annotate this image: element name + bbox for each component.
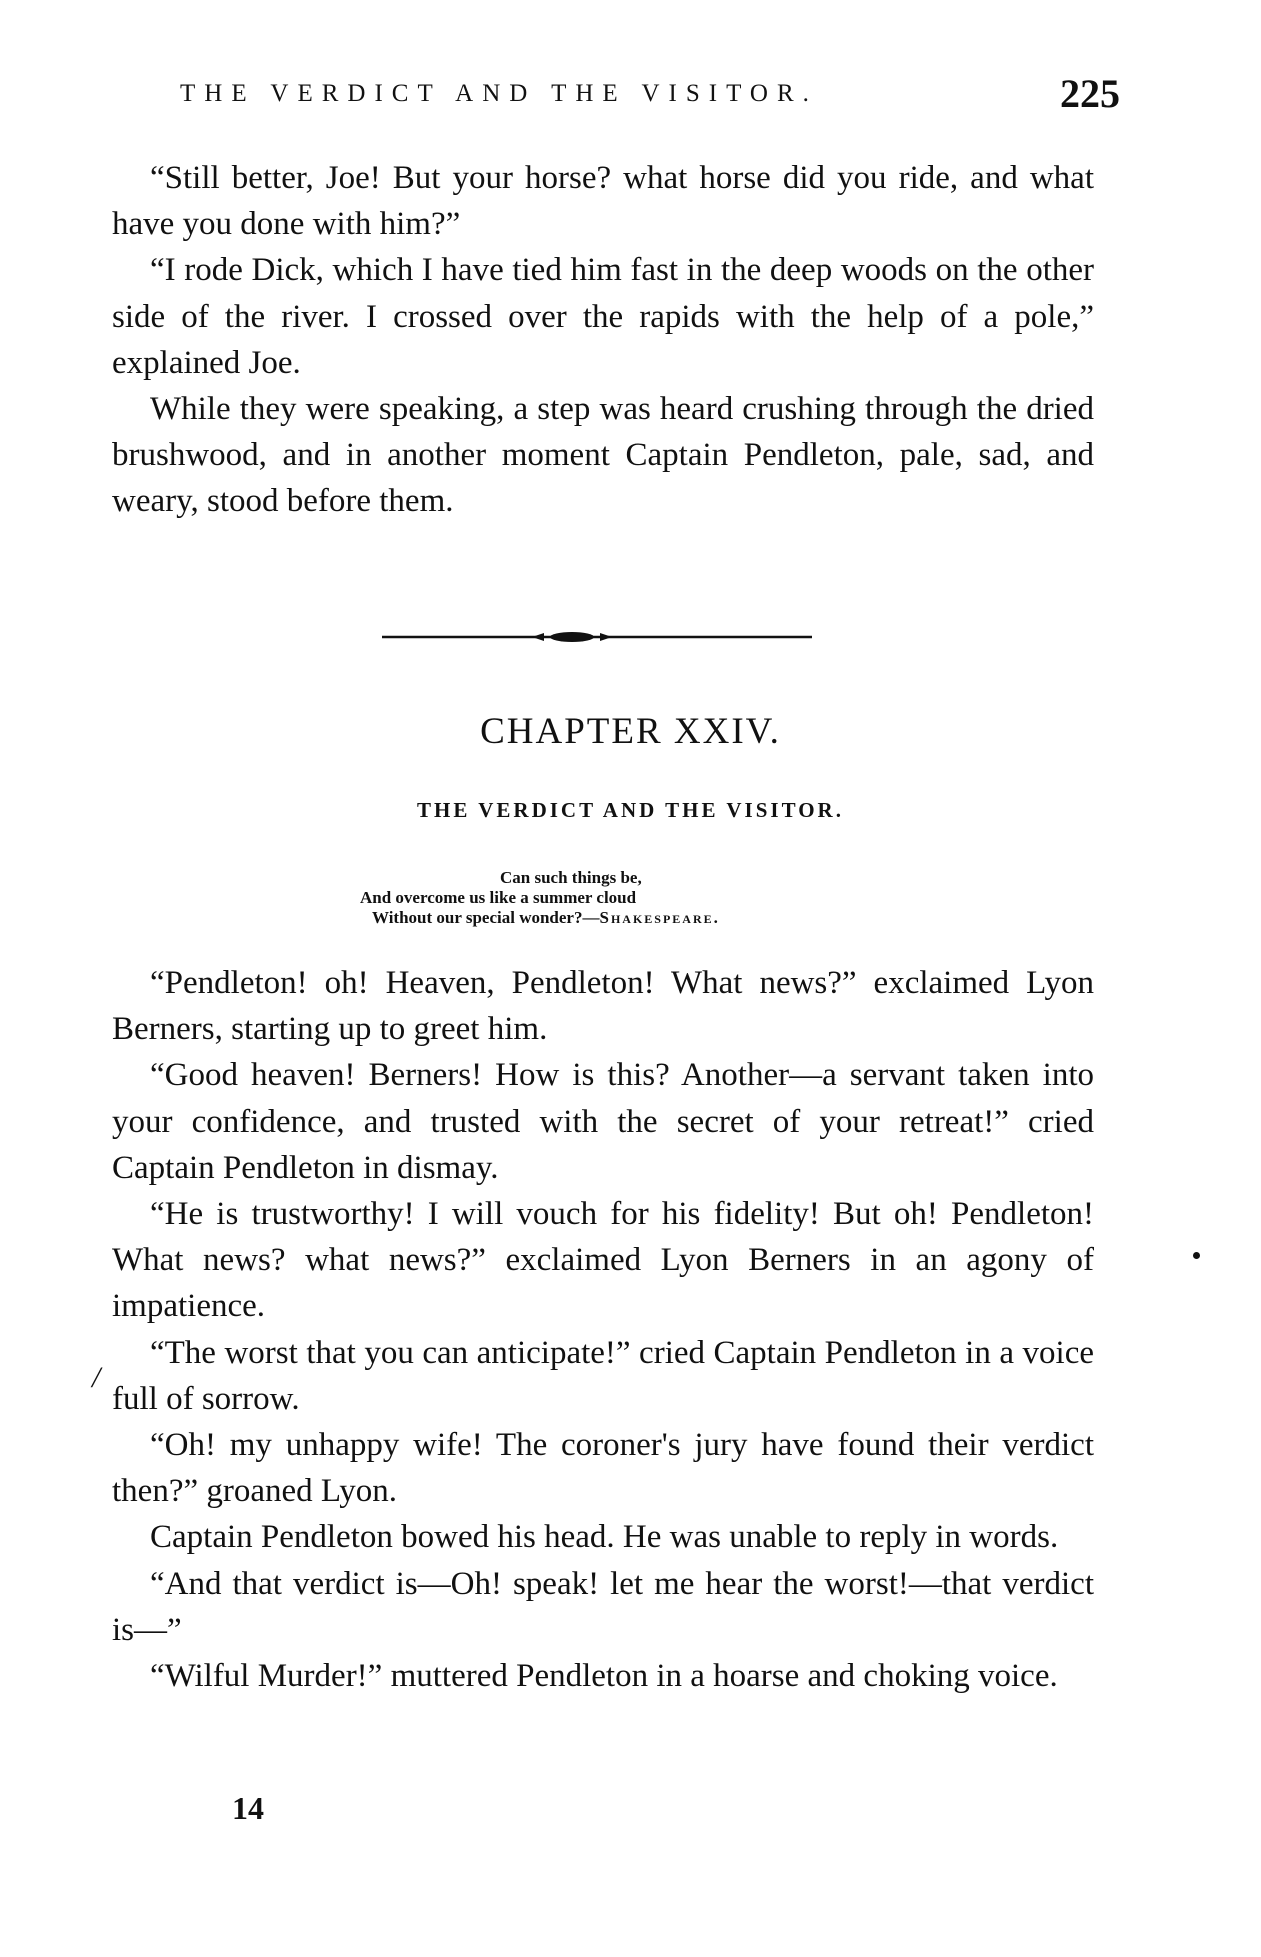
page-number: 225	[1060, 71, 1120, 116]
chapter-heading: CHAPTER XXIV.	[480, 711, 781, 752]
epigraph-line-text: Without our special wonder?—	[372, 908, 600, 927]
paragraph: “I rode Dick, which I have tied him fast in the deep woods on the other side of the river. I crossed over the rapids with the help of a pole,” explained Joe.	[112, 252, 1094, 381]
paragraph: “He is trustworthy! I will vouch for his fidelity! But oh! Pendleton! What news? what news?” exclaimed Lyon Berners in an agony of impatience.	[112, 1196, 1094, 1325]
paragraph: While they were speaking, a step was heard crushing through the dried brushwood, and in another moment Captain Pendleton, pale, sad, and weary, stood before them.	[112, 391, 1094, 520]
running-head-title: THE VERDICT AND THE VISITOR.	[180, 80, 818, 107]
text-block-bottom	[112, 960, 1094, 1699]
paragraph: “Still better, Joe! But your horse? what horse did you ride, and what have you done with him?”	[112, 160, 1094, 243]
paragraph: Captain Pendleton bowed his head. He was unable to reply in words.	[150, 1519, 1059, 1556]
margin-mark: /	[92, 1361, 101, 1394]
paragraph: “Oh! my unhappy wife! The coroner's jury have found their verdict then?” groaned Lyon.	[112, 1427, 1094, 1510]
paragraph: “And that verdict is—Oh! speak! let me hear the worst!—that verdict is—”	[112, 1565, 1094, 1648]
epigraph-line: And overcome us like a summer cloud	[360, 888, 637, 907]
margin-dot	[1193, 1252, 1200, 1259]
signature-folio: 14	[232, 1790, 264, 1826]
running-head	[180, 70, 1120, 120]
ornamental-divider	[382, 630, 812, 644]
text-block-top	[112, 155, 1094, 525]
epigraph-line	[360, 908, 1020, 928]
paragraph: “Wilful Murder!” muttered Pendleton in a hoarse and choking voice.	[150, 1658, 1058, 1695]
epigraph-line: Can such things be,	[500, 868, 642, 887]
paragraph: “Good heaven! Berners! How is this? Another—a servant taken into your confidence, and trusted with the secret of your retreat!” cried Captain Pendleton in dismay.	[112, 1057, 1094, 1186]
epigraph	[360, 868, 1020, 928]
chapter-subtitle: THE VERDICT AND THE VISITOR.	[417, 798, 844, 822]
epigraph-attribution: Shakespeare.	[599, 908, 720, 927]
paragraph: “Pendleton! oh! Heaven, Pendleton! What news?” exclaimed Lyon Berners, starting up to greet him.	[112, 965, 1094, 1048]
paragraph: “The worst that you can anticipate!” cried Captain Pendleton in a voice full of sorrow.	[112, 1334, 1094, 1417]
